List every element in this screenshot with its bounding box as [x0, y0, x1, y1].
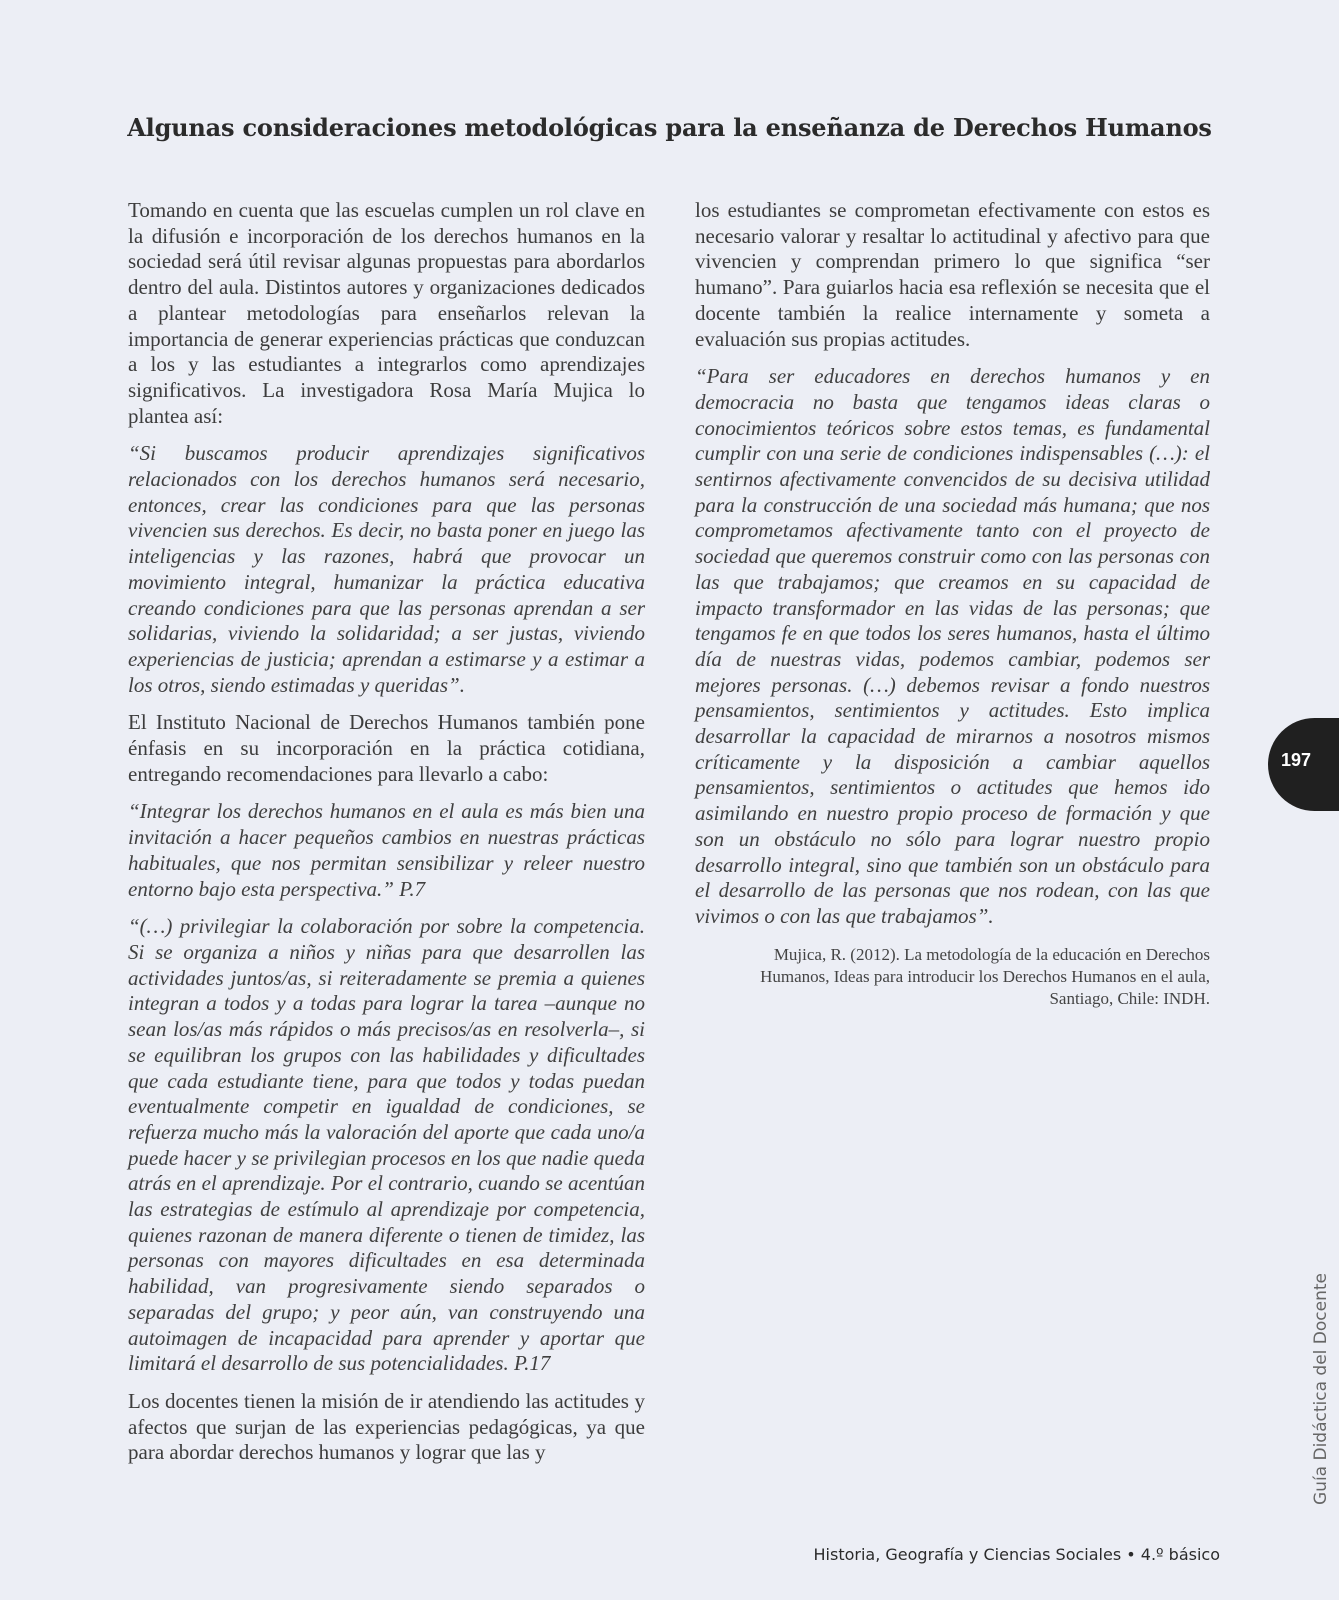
footer-text: Historia, Geografía y Ciencias Sociales • 4.º básico — [813, 1545, 1220, 1564]
quote-paragraph: “(…) privilegiar la colaboración por sobre la competencia. Si se organiza a niños y niñas para que desarrollen las actividades juntos/as, si reiteradamente se premia a quienes integran a todos y a todas para lograr la tarea –aunque no sean los/as más rápidos o más precisos/as en resolverla–, si se equilibran los grupos con las habilidades y dificultades que cada estudiante tiene, para que todos y todas puedan eventualmente competir en igualdad de condiciones, se refuerza mucho más la valoración del aporte que cada uno/a puede hacer y se privilegian procesos en los que nadie queda atrás en el aprendizaje. Por el contrario, cuando se acentúan las estrategias de estímulo al aprendizaje por competencia, quienes razonan de manera diferente o tienen de timidez, las personas con mayores dificultades en esa determinada habilidad, van progresivamente siendo separados o separadas del grupo; y peor aún, van construyendo una autoimagen de incapacidad para aprender y aportar que limitará el desarrollo de sus potencialidades. P.17 — [128, 914, 645, 1376]
citation-line: Humanos, Ideas para introducir los Derechos Humanos en el aula, — [760, 966, 1210, 986]
body-paragraph: los estudiantes se comprometan efectivamente con estos es necesario valorar y resaltar lo actitudinal y afectivo para que vivencien y comprendan primero lo que significa “ser humano”. Para guiarlos hacia esa reflexión se necesita que el docente también la realice internamente y someta a evaluación sus propias actitudes. — [695, 198, 1210, 351]
page-title: Algunas consideraciones metodológicas para la enseñanza de Derechos Humanos — [127, 113, 1212, 142]
quote-paragraph: “Si buscamos producir aprendizajes significativos relacionados con los derechos humanos será necesario, entonces, crear las condiciones para que las personas vivencien sus derechos. Es decir, no basta poner en juego las inteligencias y las razones, habrá que provocar un movimiento integral, humanizar la práctica educativa creando condiciones para que las personas aprendan a ser solidarias, viviendo la solidaridad; a ser justas, viviendo experiencias de justicia; aprendan a estimarse y a estimar a los otros, siendo estimadas y queridas”. — [128, 441, 645, 697]
side-label: Guía Didáctica del Docente — [1311, 1273, 1331, 1505]
left-column — [128, 198, 645, 1478]
quote-paragraph: “Integrar los derechos humanos en el aula es más bien una invitación a hacer pequeños cambios en nuestras prácticas habituales, que nos permitan sensibilizar y releer nuestro entorno bajo esta perspectiva.” P.7 — [128, 799, 645, 901]
citation-line: Mujica, R. (2012). La metodología de la educación en Derechos — [773, 944, 1210, 964]
quote-paragraph: “Para ser educadores en derechos humanos y en democracia no basta que tengamos ideas claras o conocimientos teóricos sobre estos temas, es fundamental cumplir con una serie de condiciones indispensables (…): el sentirnos afectivamente convencidos de su decisiva utilidad para la construcción de una sociedad más humana; que nos comprometamos afectivamente tanto con el proyecto de sociedad que queremos construir como con las personas con las que trabajamos; que creamos en su capacidad de impacto transformador en las vidas de las personas; que tengamos fe en que todos los seres humanos, hasta el último día de nuestras vidas, podemos cambiar, podemos ser mejores personas. (…) debemos revisar a fondo nuestros pensamientos, sentimientos y actitudes. Esto implica desarrollar la capacidad de mirarnos a nosotros mismos críticamente y la disposición a cambiar aquellos pensamientos, sentimientos o actitudes que hemos ido asimilando en nuestro propio proceso de formación y que son un obstáculo no sólo para lograr nuestro propio desarrollo integral, sino que también son un obstáculo para el desarrollo de las personas que nos rodean, con las que vivimos o con las que trabajamos”. — [695, 364, 1210, 928]
body-paragraph: El Instituto Nacional de Derechos Humanos también pone énfasis en su incorporación en la práctica cotidiana, entregando recomendaciones para llevarlo a cabo: — [128, 710, 645, 786]
citation — [695, 944, 1210, 1010]
right-column — [695, 198, 1210, 1022]
page-number: 197 — [1280, 750, 1312, 770]
body-paragraph: Los docentes tienen la misión de ir atendiendo las actitudes y afectos que surjan de las experiencias pedagógicas, ya que para abordar derechos humanos y lograr que las y — [128, 1388, 645, 1465]
citation-line: Santiago, Chile: INDH. — [1049, 988, 1210, 1008]
body-paragraph: Tomando en cuenta que las escuelas cumplen un rol clave en la difusión e incorporación de los derechos humanos en la sociedad será útil revisar algunas propuestas para abordarlos dentro del aula. Distintos autores y organizaciones dedicados a plantear metodologías para enseñarlos relevan la importancia de generar experiencias prácticas que conduzcan a los y las estudiantes a integrarlos como aprendizajes significativos. La investigadora Rosa María Mujica lo plantea así: — [128, 198, 645, 428]
